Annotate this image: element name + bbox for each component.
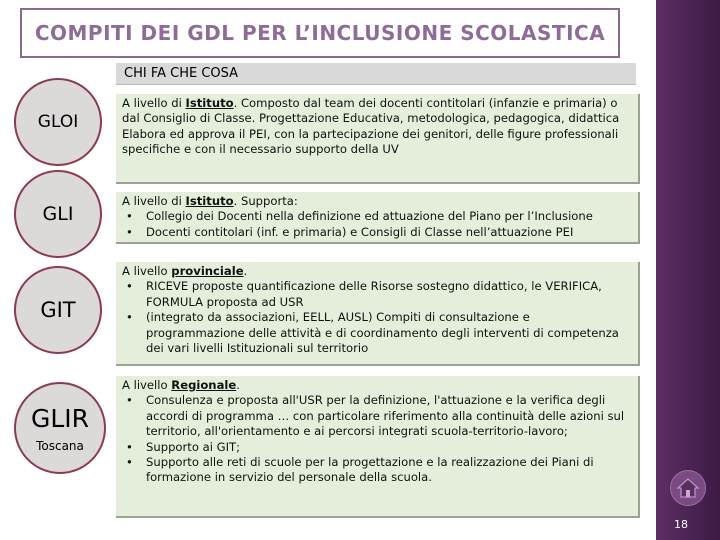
level-label: Istituto	[185, 194, 234, 208]
page-number: 18	[674, 518, 688, 531]
title-box	[20, 8, 620, 58]
bullet-list	[122, 209, 632, 240]
row-intro: A livello di Istituto. Composto dal team dei docenti contitolari (infanzie e primaria) o dal Consiglio di Classe. Progettazione Educativa, metodologica, pedagogica, didattica	[122, 96, 620, 126]
bullet-list	[122, 393, 632, 485]
list-item: • Consulenza e proposta all'USR per la definizione, l'attuazione e la verifica degli accordi di programma … con particolare riferimento alla continuità delle azioni sul territorio, all'orientamento e ai percorsi integrati scuola-territorio-lavoro;	[122, 393, 632, 439]
home-button[interactable]	[670, 470, 706, 506]
group-row-gli	[116, 192, 640, 244]
level-label: Regionale	[171, 378, 237, 392]
group-row-gloi	[116, 94, 640, 184]
group-row-glir	[116, 376, 640, 518]
home-icon	[677, 478, 699, 498]
list-item: • RICEVE proposte quantificazione delle Risorse sostegno didattico, le VERIFICA, FORMULA proposta ad USR	[122, 279, 632, 310]
list-item: • Collegio dei Docenti nella definizione ed attuazione del Piano per l’Inclusione	[122, 209, 632, 224]
row-intro: A livello Regionale.	[122, 378, 240, 392]
group-subname: Toscana	[36, 438, 84, 453]
bullet-list	[122, 279, 632, 356]
group-circle-glir	[14, 382, 106, 474]
slide-title: COMPITI DEI GDL PER L’INCLUSIONE SCOLASTICA	[34, 21, 606, 45]
row-intro: A livello di Istituto. Supporta:	[122, 194, 298, 208]
list-item: • Supporto ai GIT;	[122, 440, 632, 455]
level-label: Istituto	[185, 96, 234, 110]
group-circle-gli	[14, 170, 102, 258]
group-name: GIT	[40, 298, 76, 322]
row-intro: A livello provinciale.	[122, 264, 248, 278]
group-row-git	[116, 262, 640, 366]
list-item: • Docenti contitolari (inf. e primaria) e Consigli di Classe nell’attuazione PEI	[122, 225, 632, 240]
level-label: provinciale	[171, 264, 244, 278]
row-extra: Elabora ed approva il PEI, con la partecipazione dei genitori, delle figure professionali specifiche e con il necessario supporto della UV	[122, 126, 619, 157]
group-circle-git	[14, 266, 102, 354]
group-name: GLI	[42, 203, 74, 225]
group-circle-gloi	[14, 78, 102, 166]
list-item: • Supporto alle reti di scuole per la progettazione e la realizzazione dei Piani di formazione in servizio del personale della scuola.	[122, 455, 632, 486]
group-name: GLIR	[30, 403, 90, 433]
group-name: GLOI	[37, 112, 79, 132]
right-sidebar	[656, 0, 720, 540]
table-header: CHI FA CHE COSA	[116, 63, 636, 85]
list-item: • (integrato da associazioni, EELL, AUSL) Compiti di consultazione e programmazione delle attività e di coordinamento degli interventi di competenza dei vari livelli Istituzionali sul territorio	[122, 310, 632, 356]
